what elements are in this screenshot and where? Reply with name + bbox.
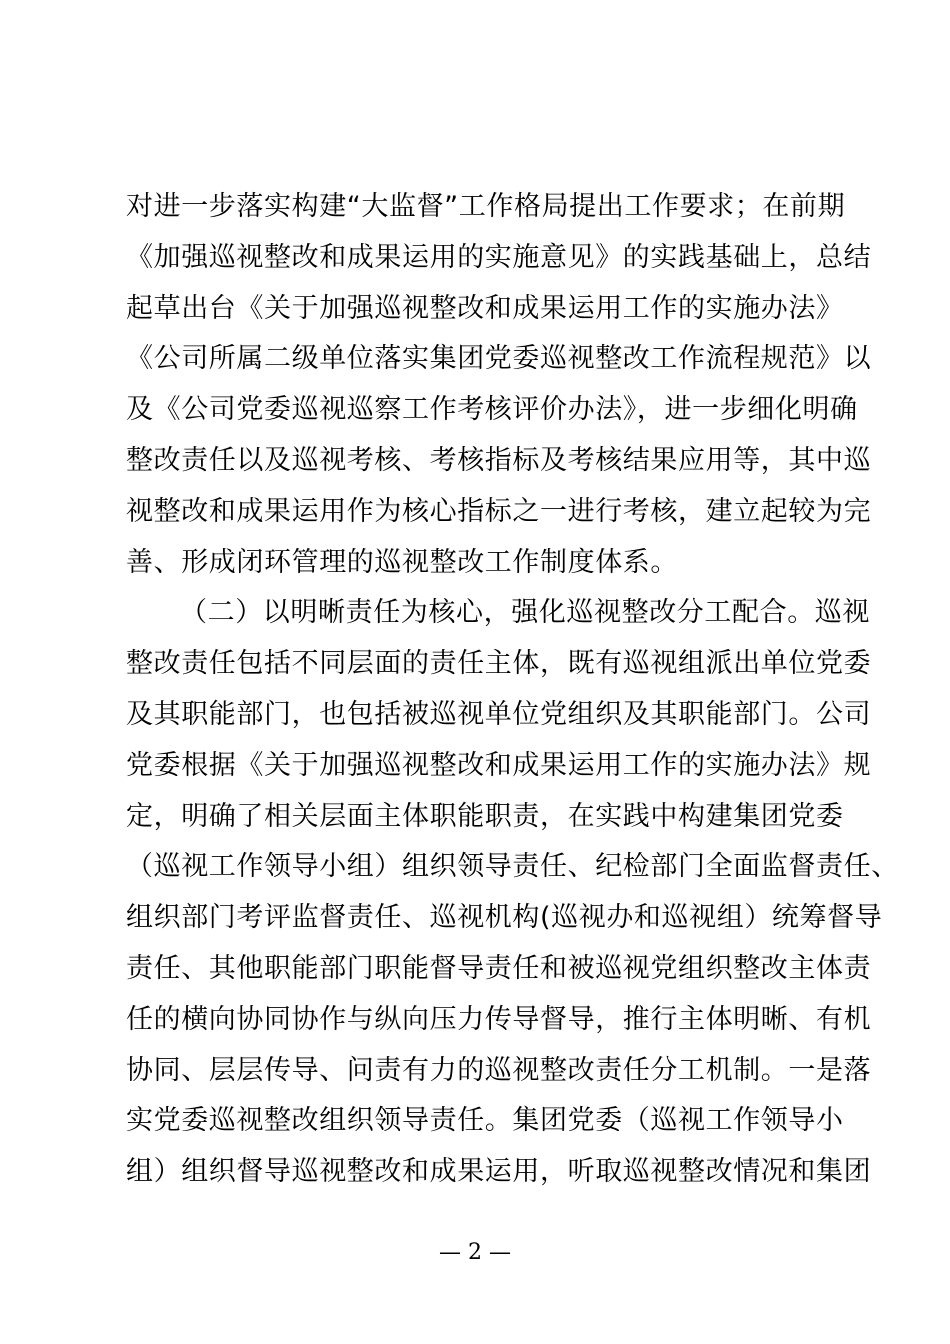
- text-line: 定，明确了相关层面主体职能职责，在实践中构建集团党委: [126, 800, 844, 832]
- text-line: 组织部门考评监督责任、巡视机构(巡视办和巡视组）统筹督导: [126, 902, 883, 934]
- text-line: 视整改和成果运用作为核心指标之一进行考核，建立起较为完: [126, 495, 872, 527]
- text-line: （巡视工作领导小组）组织领导责任、纪检部门全面监督责任、: [126, 851, 899, 883]
- text-line: 实党委巡视整改组织领导责任。集团党委（巡视工作领导小: [126, 1105, 844, 1137]
- text-line: 整改责任包括不同层面的责任主体，既有巡视组派出单位党委: [126, 648, 872, 680]
- text-line: 起草出台《关于加强巡视整改和成果运用工作的实施办法》: [126, 292, 844, 324]
- text-line: 《公司所属二级单位落实集团党委巡视整改工作流程规范》以: [126, 343, 872, 375]
- text-line: 及《公司党委巡视巡察工作考核评价办法》，进一步细化明确: [126, 394, 858, 426]
- text-line: 及其职能部门，也包括被巡视单位党组织及其职能部门。公司: [126, 698, 872, 730]
- page-number: — 2 —: [439, 1240, 511, 1265]
- text-line: 对进一步落实构建“大监督”工作格局提出工作要求；在前期: [126, 191, 846, 222]
- text-line: 协同、层层传导、问责有力的巡视整改责任分工机制。一是落: [126, 1054, 872, 1086]
- text-line: 《加强巡视整改和成果运用的实施意见》的实践基础上，总结: [126, 241, 872, 273]
- text-line: 整改责任以及巡视考核、考核指标及考核结果应用等，其中巡: [126, 444, 872, 476]
- text-line: 组）组织督导巡视整改和成果运用，听取巡视整改情况和集团: [126, 1156, 872, 1188]
- text-line: 任的横向协同协作与纵向压力传导督导，推行主体明晰、有机: [126, 1003, 872, 1035]
- text-line: 党委根据《关于加强巡视整改和成果运用工作的实施办法》规: [126, 749, 872, 781]
- body-text: [126, 182, 899, 1198]
- section-heading-line: （二）以明晰责任为核心，强化巡视整改分工配合。巡视: [180, 597, 870, 629]
- text-line: 善、形成闭环管理的巡视整改工作制度体系。: [126, 546, 678, 578]
- text-line: 责任、其他职能部门职能督导责任和被巡视党组织整改主体责: [126, 952, 872, 984]
